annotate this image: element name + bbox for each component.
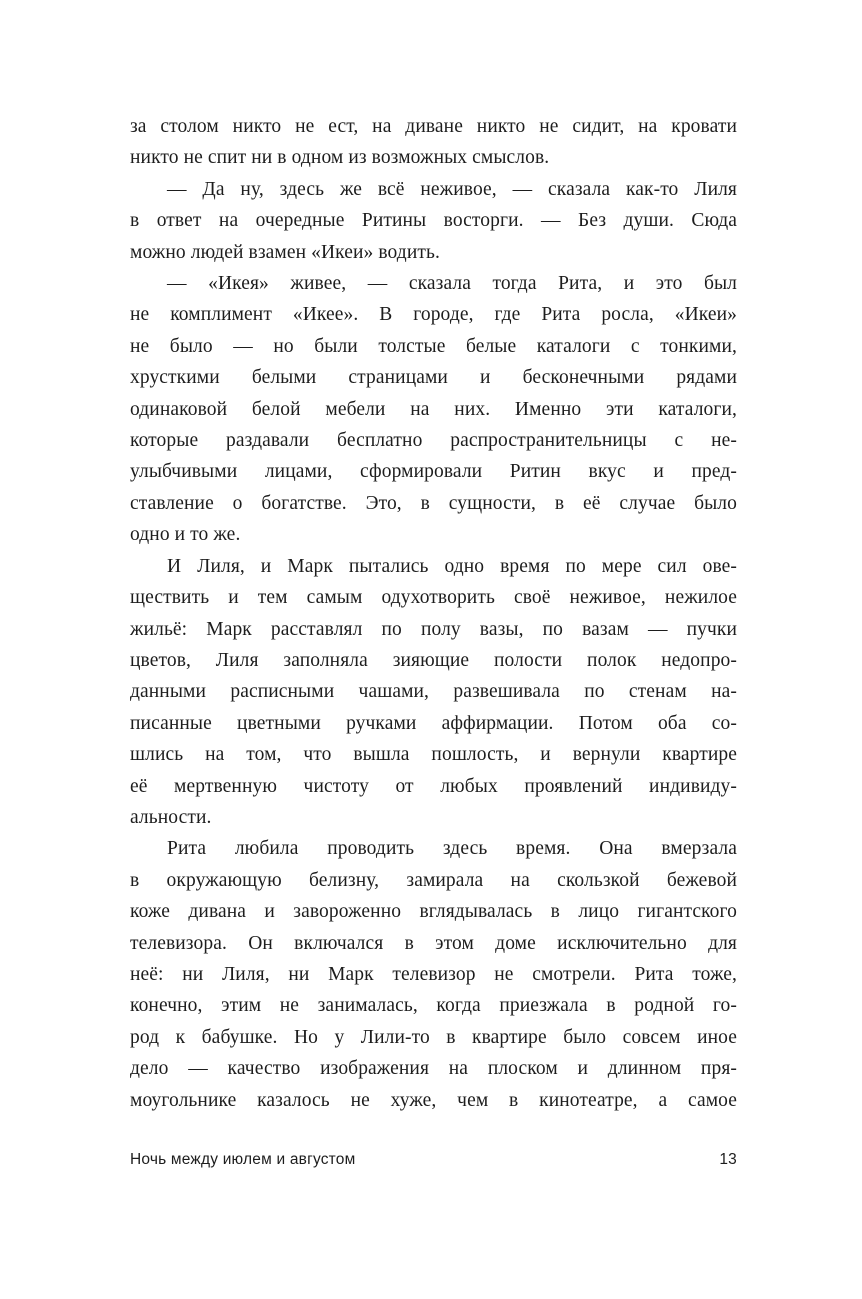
- text-line: дело — качество изображения на плоском и длинном пря-: [130, 1058, 737, 1080]
- paragraph: [130, 174, 737, 268]
- text-line: которые раздавали бесплатно распространительницы с не-: [130, 430, 737, 452]
- paragraph: [130, 833, 737, 1116]
- text-line: данными расписными чашами, развешивала по стенам на-: [130, 681, 737, 703]
- page-number: 13: [719, 1151, 737, 1168]
- text-line: цветов, Лиля заполняла зияющие полости полок недопро-: [130, 649, 737, 671]
- text-line: можно людей взамен «Икеи» водить.: [130, 241, 440, 263]
- text-line: писанные цветными ручками аффирмации. Потом оба со-: [130, 712, 737, 734]
- paragraph: [130, 268, 737, 551]
- text-line: — Да ну, здесь же всё неживое, — сказала как-то Лиля: [167, 178, 737, 200]
- text-line: альности.: [130, 806, 212, 828]
- text-line: — «Икея» живее, — сказала тогда Рита, и это был: [167, 273, 737, 295]
- text-line: конечно, этим не занималась, когда приезжала в родной го-: [130, 995, 737, 1017]
- paragraph: [130, 551, 737, 834]
- text-line: род к бабушке. Но у Лили-то в квартире было совсем иное: [130, 1026, 737, 1048]
- text-line: телевизора. Он включался в этом доме исключительно для: [130, 932, 737, 954]
- text-line: неё: ни Лиля, ни Марк телевизор не смотрели. Рита тоже,: [130, 963, 737, 985]
- text-line: в ответ на очередные Ритины восторги. — Без души. Сюда: [130, 210, 737, 232]
- text-line: ществить и тем самым одухотворить своё неживое, нежилое: [130, 587, 737, 609]
- text-line: не было — но были толстые белые каталоги с тонкими,: [130, 335, 737, 357]
- text-line: И Лиля, и Марк пытались одно время по мере сил ове-: [167, 555, 737, 577]
- text-block: [130, 111, 737, 1116]
- text-line: не комплимент «Икее». В городе, где Рита росла, «Икеи»: [130, 304, 737, 326]
- text-line: моугольнике казалось не хуже, чем в кинотеатре, а самое: [130, 1089, 737, 1111]
- text-line: улыбчивыми лицами, сформировали Ритин вкус и пред-: [130, 461, 737, 483]
- text-line: жильё: Марк расставлял по полу вазы, по вазам — пучки: [130, 618, 737, 640]
- text-line: никто не спит ни в одном из возможных смыслов.: [130, 147, 550, 169]
- page-footer: [130, 1151, 737, 1169]
- text-line: одинаковой белой мебели на них. Именно эти каталоги,: [130, 398, 737, 420]
- text-line: ставление о богатстве. Это, в сущности, в её случае было: [130, 492, 737, 514]
- text-line: в окружающую белизну, замирала на скользкой бежевой: [130, 869, 737, 891]
- text-line: её мертвенную чистоту от любых проявлений индивиду-: [130, 775, 737, 797]
- paragraph: [130, 111, 737, 174]
- text-line: шлись на том, что вышла пошлость, и вернули квартире: [130, 744, 737, 766]
- text-line: за столом никто не ест, на диване никто не сидит, на кровати: [130, 116, 737, 137]
- text-line: Рита любила проводить здесь время. Она вмерзала: [167, 838, 737, 860]
- text-line: коже дивана и завороженно вглядывалась в лицо гигантского: [130, 901, 737, 923]
- text-line: хрусткими белыми страницами и бесконечными рядами: [130, 367, 737, 389]
- running-title: Ночь между июлем и августом: [130, 1151, 356, 1168]
- text-line: одно и то же.: [130, 524, 241, 546]
